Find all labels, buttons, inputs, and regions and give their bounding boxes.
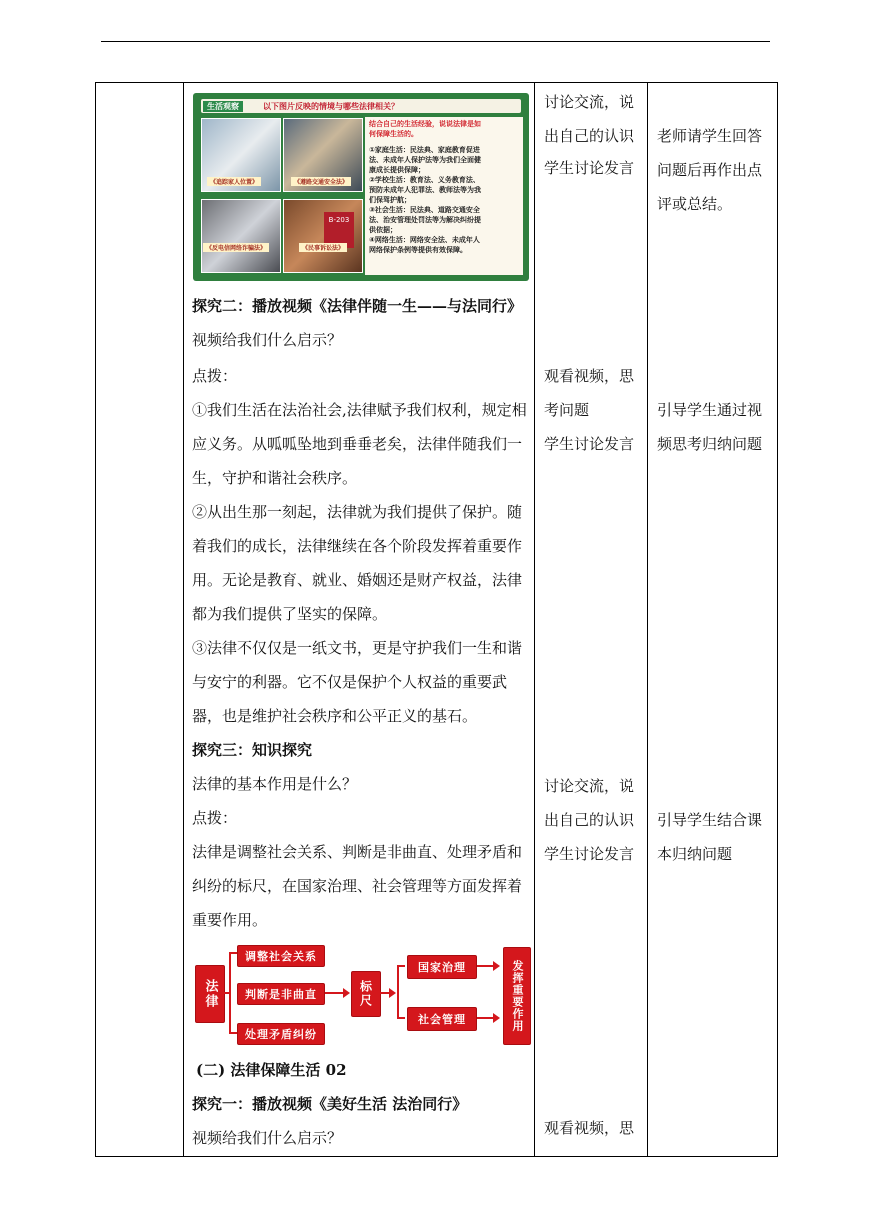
para4-line: 重要作用。 — [192, 911, 268, 929]
teacher-note-line: 引导学生结合课 — [657, 811, 763, 829]
student-activity-line: 观看视频，思 — [544, 1119, 635, 1137]
para2-line: 都为我们提供了坚实的保障。 — [192, 605, 388, 623]
hint-label-2: 点拨： — [192, 809, 238, 827]
caption-telecom: 《反电信网络诈骗法》 — [203, 243, 269, 252]
collage-line: 们保驾护航； — [369, 196, 411, 204]
collage-line: 康成长提供保障； — [369, 166, 425, 174]
student-activity-line: 考问题 — [544, 401, 590, 419]
law-function-diagram — [193, 945, 535, 1045]
photo-telecom — [201, 199, 281, 273]
para4-line: 法律是调整社会关系、判断是非曲直、处理矛盾和 — [192, 843, 523, 861]
collage-line: 网络保护条例等提供有效保障。 — [369, 246, 467, 254]
question-2: 法律的基本作用是什么？ — [192, 775, 358, 793]
bracket-right — [397, 965, 399, 1019]
para3-line: 器，也是维护社会秩序和公平正义的基石。 — [192, 707, 478, 725]
section-title: (二) 法律保障生活 02 — [196, 1061, 347, 1079]
question-3: 视频给我们什么启示？ — [192, 1129, 343, 1147]
collage-prompt-1: 结合自己的生活经验，说说法律是如 — [369, 120, 481, 128]
hint-label-1: 点拨： — [192, 367, 238, 385]
bracket-tick — [229, 1032, 237, 1034]
caption-family: 《追踪家人位置》 — [207, 177, 261, 186]
collage-line: 法、未成年人保护法等为我们全面健 — [369, 156, 481, 164]
teacher-note-line: 引导学生通过视 — [657, 401, 763, 419]
arrow-right-icon — [389, 988, 396, 998]
student-activity-line: 讨论交流，说 — [544, 93, 635, 111]
bracket-left — [229, 952, 231, 1034]
collage-line: ④网络生活：网络安全法、未成年人 — [369, 236, 480, 244]
para1-line: ①我们生活在法治社会,法律赋予我们权利，规定相 — [192, 401, 527, 419]
para1-line: 生，守护和谐社会秩序。 — [192, 469, 358, 487]
room-sign: B-203 — [324, 212, 354, 248]
life-observation-image — [193, 93, 529, 281]
teacher-note-line: 问题后再作出点 — [657, 161, 763, 179]
student-activity-line: 观看视频，思 — [544, 367, 635, 385]
collage-line: ①家庭生活：民法典、家庭教育促进 — [369, 146, 480, 154]
judge-right-wrong-box: 判断是非曲直 — [237, 983, 325, 1005]
teacher-note-line: 老师请学生回答 — [657, 127, 763, 145]
student-activity-line: 学生讨论发言 — [544, 845, 635, 863]
connector — [325, 992, 345, 994]
header-rule — [101, 41, 770, 42]
para2-line: 着我们的成长，法律继续在各个阶段发挥着重要作 — [192, 537, 523, 555]
column-divider — [647, 83, 648, 1156]
student-activity-line: 出自己的认识 — [544, 127, 635, 145]
question-1: 视频给我们什么启示？ — [192, 331, 343, 349]
collage-line: ②学校生活：教育法、义务教育法、 — [369, 176, 480, 184]
explore3-title: 探究三：知识探究 — [192, 741, 313, 759]
collage-prompt-2: 何保障生活的。 — [369, 130, 418, 138]
teacher-note-line: 评或总结。 — [657, 195, 733, 213]
teacher-note-line: 本归纳问题 — [657, 845, 733, 863]
collage-tag: 生活观察 — [203, 101, 243, 112]
explore1-title: 探究一：播放视频《美好生活 法治同行》 — [192, 1095, 468, 1113]
lesson-table — [95, 82, 778, 1157]
para2-line: ②从出生那一刻起，法律就为我们提供了保护。随 — [192, 503, 523, 521]
caption-traffic: 《遵路交通安全法》 — [291, 177, 351, 186]
para3-line: ③法律不仅仅是一纸文书，更是守护我们一生和谐 — [192, 639, 523, 657]
adjust-relations-box: 调整社会关系 — [237, 945, 325, 967]
collage-line: ③社会生活：民法典、道路交通安全 — [369, 206, 480, 214]
para3-line: 与安宁的利器。它不仅是保护个人权益的重要武 — [192, 673, 508, 691]
column-divider — [183, 83, 184, 1156]
social-management-box: 社会管理 — [407, 1007, 477, 1031]
photo-court — [283, 199, 363, 273]
arrow-right-icon — [493, 1013, 500, 1023]
caption-court: 《民事诉讼法》 — [299, 243, 347, 252]
para2-line: 用。无论是教育、就业、婚姻还是财产权益，法律 — [192, 571, 523, 589]
effect-box: 发挥重要作用 — [503, 947, 531, 1045]
bracket-tick — [397, 965, 405, 967]
arrow-right-icon — [493, 961, 500, 971]
para4-line: 纠纷的标尺，在国家治理、社会管理等方面发挥着 — [192, 877, 523, 895]
resolve-disputes-box: 处理矛盾纠纷 — [237, 1023, 325, 1045]
student-activity-line: 学生讨论发言 — [544, 435, 635, 453]
connector — [379, 992, 389, 994]
teacher-note-line: 频思考归纳问题 — [657, 435, 763, 453]
student-activity-line: 出自己的认识 — [544, 811, 635, 829]
collage-question: 以下图片反映的情境与哪些法律相关？ — [263, 102, 399, 111]
student-activity-line: 学生讨论发言 — [544, 159, 635, 177]
explore2-title: 探究二：播放视频《法律伴随一生——与法同行》 — [192, 297, 523, 315]
bracket-tick — [229, 952, 237, 954]
law-box: 法律 — [195, 965, 225, 1023]
collage-line: 供依据； — [369, 226, 397, 234]
ruler-box: 标尺 — [351, 971, 381, 1017]
student-activity-line: 讨论交流，说 — [544, 777, 635, 795]
collage-line: 预防未成年人犯罪法、教师法等为我 — [369, 186, 481, 194]
collage-line: 法、治安管理处罚法等为解决纠纷提 — [369, 216, 481, 224]
arrow-right-icon — [343, 988, 350, 998]
para1-line: 应义务。从呱呱坠地到垂垂老矣，法律伴随我们一 — [192, 435, 523, 453]
bracket-tick — [397, 1017, 405, 1019]
state-governance-box: 国家治理 — [407, 955, 477, 979]
